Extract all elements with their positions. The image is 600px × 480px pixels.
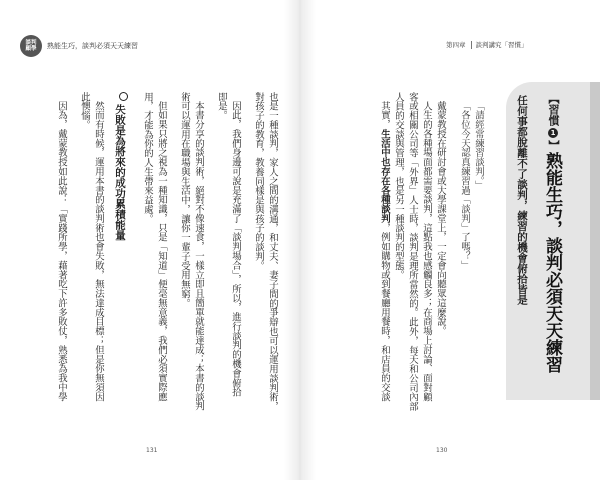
body-line: 用，才能為你的人生帶來益處。 bbox=[142, 92, 153, 224]
chapter-label: 第四章 bbox=[446, 41, 466, 49]
body-line: 戴蒙教授在研討會或大學課堂上，一定會向聽眾這麼說。 bbox=[435, 101, 446, 337]
body-line: 客或相關公司等「外界」人士時，談判是理所當然的。此外，每天和公司內部 bbox=[407, 92, 418, 412]
series-badge-icon bbox=[20, 35, 42, 57]
book-spine bbox=[284, 0, 316, 480]
chapter-title: 談判講究「習慣」 bbox=[471, 41, 528, 49]
running-head-section-title: 熟能生巧，談判必須天天練習 bbox=[47, 42, 138, 50]
section-tag bbox=[545, 93, 561, 151]
body-line: 此懊惱。 bbox=[79, 92, 90, 130]
tag-close-bracket: 】 bbox=[547, 140, 560, 151]
section-title: 熟能生巧，談判必須天天練習 bbox=[542, 152, 562, 373]
section-subtitle: 任何事都脫離不了談判，練習的機會俯拾皆是 bbox=[516, 95, 528, 305]
page-number-left: 131 bbox=[146, 447, 158, 454]
right-page-body bbox=[377, 92, 485, 422]
body-line: 也是一種談判，家人之間的溝通，和丈夫、妻子間的爭辯也可以運用談判術， bbox=[267, 92, 278, 412]
body-line: 因此，我們身邊可說是充滿了「談判場合」，所以，進行談判的機會俯拾 bbox=[230, 101, 241, 398]
body-line: 人員的交談與管理，也是另一種談判的型態。 bbox=[393, 92, 404, 280]
body-line: 術可以運用在職場與生活中，讓你一輩子受用無窮。 bbox=[179, 92, 190, 308]
body-line: 即是。 bbox=[216, 92, 227, 121]
right-page-header bbox=[446, 40, 528, 49]
badge-line-2: 顧學 bbox=[25, 46, 37, 52]
quote-line: 「各位今天認真練習過「談判」了嗎？」 bbox=[459, 101, 470, 271]
body-line bbox=[377, 92, 391, 422]
left-page-header bbox=[20, 34, 138, 58]
body-line: 因為，戴蒙教授如此說：「實踐所學，藉著吃下許多敗仗，熟悉為我中學 bbox=[56, 101, 67, 402]
body-line: 本書分享的談判術，絕對不像速食，一樣立即且簡單就能達成；本書的談判 bbox=[193, 101, 204, 412]
circle-bullet-icon bbox=[119, 92, 128, 101]
body-line-emphasis: 生活中也存在各種談判 bbox=[379, 129, 390, 224]
page-number-right: 130 bbox=[436, 447, 448, 454]
body-line: 但如果只將之視為一種知識，只是「知道」便毫無意義，我們必須實際應 bbox=[156, 101, 167, 402]
subheading-text: 失敗是為將來的成功累積能量 bbox=[114, 104, 126, 241]
subheading bbox=[111, 92, 128, 422]
body-line: 人生的各種場面都需要談判，這點我也感觸良多；在商場上討論、面對顧 bbox=[421, 101, 432, 402]
tag-text: 習慣 bbox=[547, 104, 560, 126]
body-line: 對孩子的教育，教養同樣是與孩子的談判。 bbox=[253, 92, 264, 271]
left-page-body bbox=[54, 92, 279, 422]
section-tab-edge bbox=[590, 82, 600, 400]
body-line: 然而有時候，運用本書的談判術也會失敗，無法達成目標；但是你無須因 bbox=[93, 101, 104, 402]
tag-number-badge: 1 bbox=[548, 128, 558, 138]
body-line-end: ，例如購物或到餐廳用餐時，和店員的交談 bbox=[379, 223, 390, 402]
quote-line: 「請經常練習談判。」 bbox=[473, 101, 484, 191]
tag-open-bracket: 【 bbox=[547, 93, 560, 104]
body-line-start: 其實， bbox=[379, 101, 390, 130]
badge-line-1: 談判 bbox=[25, 39, 37, 46]
